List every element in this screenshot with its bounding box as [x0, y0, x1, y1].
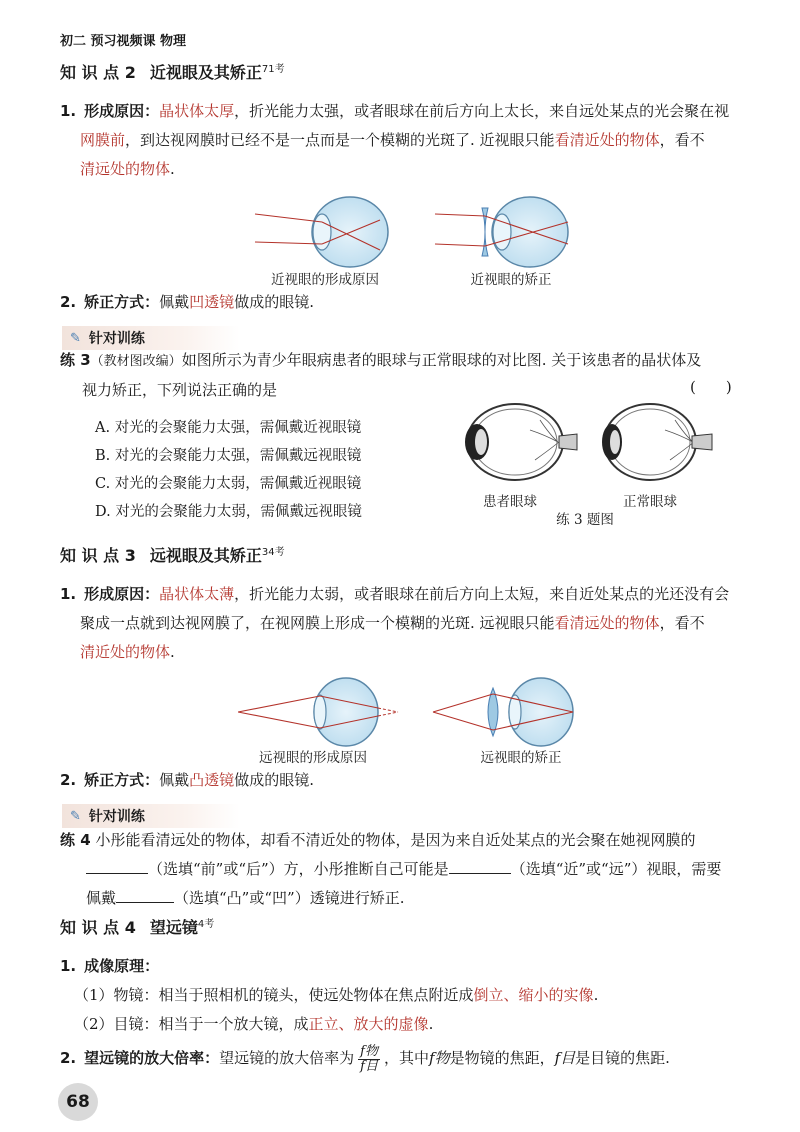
- training-bar-2: ✎ 针对训练: [62, 804, 240, 828]
- kp4-title: 望远镜: [149, 918, 198, 937]
- q4-blank-1[interactable]: [86, 857, 148, 874]
- kp3-title: 远视眼及其矫正: [149, 546, 262, 565]
- kp4-principle: 1. 成像原理： （1）物镜：相当于照相机的镜头，使远处物体在焦点附近成倒立、缩小的实像. （2）目镜：相当于一个放大镜，成正立、放大的虚像.: [60, 957, 599, 1033]
- kp4-label: 知 识 点 4: [60, 918, 136, 937]
- kp3-label: 知 识 点 3: [60, 546, 136, 565]
- eyeball-comparison-figure: [455, 400, 725, 490]
- q3-label: 练 3: [60, 351, 91, 369]
- q4-label: 练 4: [60, 831, 91, 849]
- page-number: 68: [58, 1083, 98, 1121]
- training-bar-1: ✎ 针对训练: [62, 326, 240, 350]
- hyperopia-formation-diagram: [238, 678, 398, 746]
- kp2-cause-paragraph: 1. 形成原因：晶状体太厚，折光能力太强，或者眼球在前后方向上太长，来自远处某点的光会聚在视 网膜前，到达视网膜时已经不是一点而是一个模糊的光斑了. 近视眼只能看清近处的物体，看不 清远处的物体.: [60, 102, 730, 178]
- patient-eyeball: [465, 404, 577, 480]
- patient-eyeball-caption: 患者眼球: [483, 494, 537, 510]
- kp2-title: 近视眼及其矫正: [149, 63, 262, 82]
- q4-blank-3[interactable]: [116, 886, 174, 903]
- myopia-diagrams: [250, 192, 600, 272]
- q3-option-b[interactable]: B. 对光的会聚能力太强，需佩戴远视眼镜: [95, 448, 362, 464]
- kp3-exam-count: 34考: [261, 547, 285, 558]
- myopia-formation-caption: 近视眼的形成原因: [271, 272, 379, 288]
- q3-option-a[interactable]: A. 对光的会聚能力太强，需佩戴近视眼镜: [95, 420, 362, 436]
- myopia-correction-caption: 近视眼的矫正: [470, 272, 552, 288]
- pen-icon: ✎: [70, 330, 81, 346]
- hyperopia-correction-caption: 远视眼的矫正: [480, 750, 562, 766]
- page-header: 初二 预习视频课 物理: [60, 34, 187, 49]
- kp2-exam-count: 71考: [261, 64, 285, 75]
- question-3: 练 3（教材图改编）如图所示为青少年眼病患者的眼球与正常眼球的对比图. 关于该患者的晶状体及 视力矫正，下列说法正确的是: [60, 351, 702, 399]
- kp2-correction-method: 2. 矫正方式：佩戴凹透镜做成的眼镜.: [60, 293, 314, 311]
- q3-options: [95, 414, 362, 526]
- kp4-magnification: 2. 望远镜的放大倍率：望远镜的放大倍率为 $\frac{\text{f物}}{\text{f目}}$ ，其中f物是物镜的焦距，f目是目镜的焦距.: [60, 1043, 670, 1074]
- myopia-formation-diagram: [255, 197, 388, 267]
- q3-option-d[interactable]: D. 对光的会聚能力太弱，需佩戴远视眼镜: [95, 504, 362, 520]
- pen-icon: ✎: [70, 808, 81, 824]
- question-4: 练 4 小彤能看清远处的物体，却看不清近处的物体，是因为来自近处某点的光会聚在她视网膜的 （选填“前”或“后”）方，小彤推断自己可能是 （选填“近”或“远”）视眼，需要 佩戴 （选填“凸”或“凹”）透镜进行矫正.: [60, 831, 722, 907]
- kp4-heading: [60, 915, 214, 938]
- q3-answer-paren: ( ): [690, 378, 732, 396]
- myopia-correction-diagram: [435, 197, 568, 267]
- magnification-fraction: $\frac{\text{f物}}{\text{f目}}$: [360, 1043, 378, 1074]
- kp3-heading: [60, 543, 285, 566]
- q3-figure-title: 练 3 题图: [556, 512, 614, 528]
- hyperopia-diagrams: [238, 672, 608, 752]
- q4-blank-2[interactable]: [449, 857, 511, 874]
- kp2-heading: [60, 60, 285, 83]
- normal-eyeball: [602, 404, 712, 480]
- hyperopia-formation-caption: 远视眼的形成原因: [259, 750, 367, 766]
- kp3-correction-method: 2. 矫正方式：佩戴凸透镜做成的眼镜.: [60, 771, 314, 789]
- kp3-cause-paragraph: 1. 形成原因：晶状体太薄，折光能力太弱，或者眼球在前后方向上太短，来自近处某点的光还没有会 聚成一点就到达视网膜了，在视网膜上形成一个模糊的光斑. 远视眼只能看清远处的物体，看不 清近处的物体.: [60, 585, 730, 661]
- hyperopia-correction-diagram: [433, 678, 573, 746]
- normal-eyeball-caption: 正常眼球: [623, 494, 677, 510]
- kp4-exam-count: 4考: [197, 919, 215, 930]
- kp2-label: 知 识 点 2: [60, 63, 136, 82]
- q3-option-c[interactable]: C. 对光的会聚能力太弱，需佩戴近视眼镜: [95, 476, 362, 492]
